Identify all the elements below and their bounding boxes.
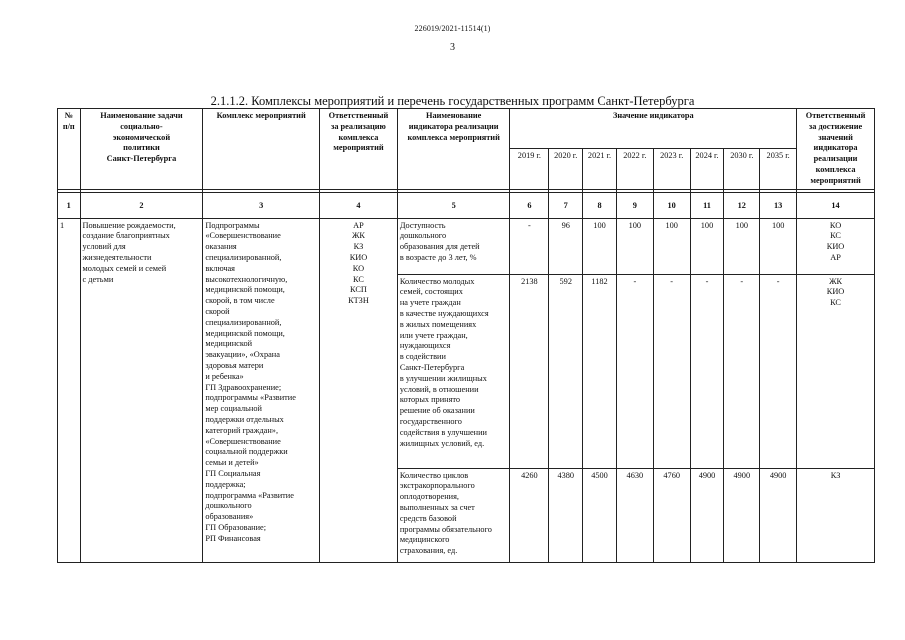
indicator-value: 4500 [583,468,617,562]
header-num: № п/п [58,109,81,190]
year-header: 2021 г. [583,149,617,189]
indicator-name: Количество молодых семей, состоящих на учете граждан в качестве нуждающихся в жилых помещениях или учете граждан, нуждающихся в содействии Санкт-Петербурга в улучшении жилищных условий, в отношении которых принято решение об оказании государственного содействия в улучшении жилищных условий, ед. [397,274,510,468]
year-header: 2023 г. [653,149,690,189]
indicator-value: 2138 [510,274,549,468]
year-header: 2030 г. [724,149,760,189]
column-number: 7 [549,192,583,218]
column-number: 8 [583,192,617,218]
responsible-implementation: АР ЖК КЗ КИО КО КС КСП КТЗН [320,218,398,562]
document-id: 226019/2021-11514(1) [414,24,491,33]
indicator-value: 100 [653,218,690,274]
indicator-value: 100 [724,218,760,274]
header-row [58,109,875,149]
header-task: Наименование задачи социально- экономической политики Санкт-Петербурга [80,109,203,190]
row-number: 1 [58,218,81,562]
indicator-value: 4900 [760,468,797,562]
column-number: 13 [760,192,797,218]
header-responsible-achievement: Ответственный за достижение значений индикатора реализации комплекса мероприятий [797,109,875,190]
header-indicator: Наименование индикатора реализации комплекса мероприятий [397,109,510,190]
year-header: 2019 г. [510,149,549,189]
indicator-value: 1182 [583,274,617,468]
indicator-value: 4760 [653,468,690,562]
column-number: 9 [616,192,653,218]
complex-description: Подпрограммы «Совершенствование оказания специализированной, включая высокотехнологичную, медицинской помощи, скорой, в том числе скорой специализированной, медицинской помощи, медицинской эвакуации», «Охрана здоровья матери и ребенка» ГП Здравоохранение; подпрограммы «Развитие мер социальной поддержки отдельных категорий граждан», «Совершенствование социальной поддержки семьи и детей» ГП Социальная поддержка; подпрограмма «Развитие дошкольного образования» ГП Образование; РП Финансовая [203,218,320,562]
task-name: Повышение рождаемости, создание благоприятных условий для жизнедеятельности молодых семей и семей с детьми [80,218,203,562]
indicator-value: 592 [549,274,583,468]
year-header: 2022 г. [616,149,653,189]
column-number: 4 [320,192,398,218]
header-responsible-implementation: Ответственный за реализацию комплекса мероприятий [320,109,398,190]
section-title: 2.1.1.2. Комплексы мероприятий и перечень государственных программ Санкт-Петербурга [210,94,695,108]
column-number-row [58,192,875,218]
indicator-name: Доступность дошкольного образования для детей в возрасте до 3 лет, % [397,218,510,274]
year-header: 2020 г. [549,149,583,189]
indicator-value: - [616,274,653,468]
indicator-value: - [724,274,760,468]
year-header: 2035 г. [760,149,797,189]
responsible-achievement: КЗ [797,468,875,562]
indicator-value: 4900 [724,468,760,562]
year-header: 2024 г. [690,149,724,189]
responsible-achievement: КО КС КИО АР [797,218,875,274]
indicator-value: 4900 [690,468,724,562]
indicator-value: 100 [690,218,724,274]
indicator-value: 96 [549,218,583,274]
programs-table [57,108,875,563]
indicator-value: 4260 [510,468,549,562]
indicator-value: - [690,274,724,468]
header-complex: Комплекс мероприятий [203,109,320,190]
indicator-value: 4380 [549,468,583,562]
column-number: 10 [653,192,690,218]
indicator-value: - [653,274,690,468]
responsible-achievement: ЖК КИО КС [797,274,875,468]
indicator-value: 4630 [616,468,653,562]
column-number: 5 [397,192,510,218]
column-number: 11 [690,192,724,218]
indicator-value: 100 [616,218,653,274]
column-number: 2 [80,192,203,218]
indicator-name: Количество циклов экстракорпорального оплодотворения, выполненных за счет средств базовой программы обязательного медицинского страхования, ед. [397,468,510,562]
table-row [58,218,875,274]
column-number: 1 [58,192,81,218]
column-number: 14 [797,192,875,218]
indicator-value: - [760,274,797,468]
header-indicator-values: Значение индикатора [510,109,797,149]
column-number: 6 [510,192,549,218]
column-number: 3 [203,192,320,218]
column-number: 12 [724,192,760,218]
indicator-value: - [510,218,549,274]
indicator-value: 100 [583,218,617,274]
indicator-value: 100 [760,218,797,274]
page-number: 3 [450,42,455,53]
